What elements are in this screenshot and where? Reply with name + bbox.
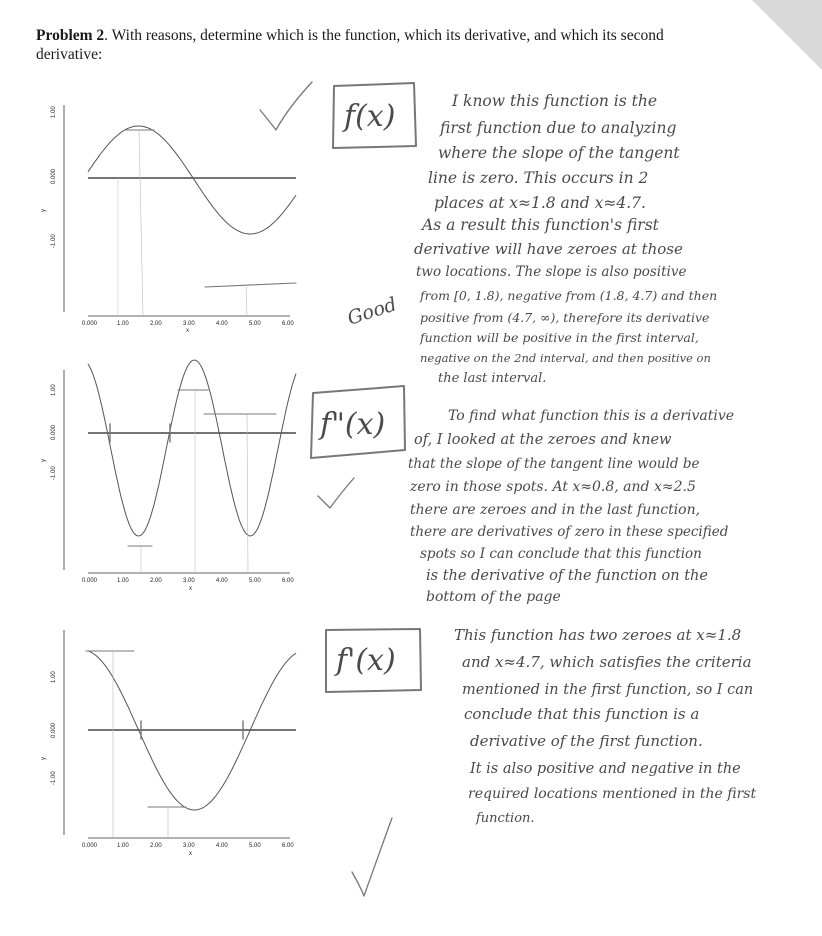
plot-3-ylabel: y	[41, 757, 47, 760]
checkmark-3-icon	[352, 818, 392, 896]
answer-1-line: negative on the 2nd interval, and then positive on	[420, 351, 711, 365]
answer-1-line: positive from (4.7, ∞), therefore its derivative	[420, 310, 710, 325]
answer-3-line: mentioned in the first function, so I can	[462, 682, 754, 698]
plot-2-xtick: 2.00	[150, 578, 162, 584]
plot-1-xtick: 5.00	[249, 321, 261, 327]
plot-3-xtick: 1.00	[117, 843, 129, 849]
plot-3-xtick: 5.00	[249, 843, 261, 849]
answer-2-line: of, I looked at the zeroes and knew	[414, 432, 672, 448]
answer-2-line: there are derivatives of zero in these specified	[410, 524, 729, 540]
plot-1-xtick: 0.000	[82, 321, 98, 327]
plot-3-xticks	[82, 843, 294, 849]
plot-3-xtick: 2.00	[150, 843, 162, 849]
plot-3-ytick: 1.00	[51, 671, 57, 683]
plot-2-curve	[88, 360, 296, 536]
plot-1-tangent-min	[205, 283, 296, 287]
plot-1-curve	[88, 126, 296, 234]
label-box-3	[326, 629, 421, 692]
answer-1	[414, 92, 717, 386]
answer-3-line: This function has two zeroes at x≈1.8	[454, 626, 742, 644]
answer-3	[454, 626, 756, 826]
plot-3-xtick: 0.000	[82, 843, 98, 849]
answer-1-line: line is zero. This occurs in 2	[428, 169, 649, 187]
answer-3-line: required locations mentioned in the first	[468, 786, 757, 802]
plot-2-xtick: 0.000	[82, 578, 98, 584]
plot-2-xticks	[82, 578, 294, 584]
answer-1-line: derivative will have zeroes at those	[414, 240, 683, 258]
plot-1-xtick: 6.00	[282, 321, 294, 327]
answer-1-line: places at x≈1.8 and x≈4.7.	[434, 194, 646, 212]
plot-2	[41, 360, 296, 592]
plot-3-xtick: 6.00	[282, 843, 294, 849]
plot-2-xtick: 3.00	[183, 578, 195, 584]
answer-3-line: It is also positive and negative in the	[470, 761, 741, 777]
plot-3	[41, 630, 296, 857]
plot-1-ytick: -1.00	[51, 234, 57, 248]
plot-2-xlabel: x	[189, 586, 192, 592]
plot-2-ytick: 1.00	[51, 384, 57, 396]
plot-1-ytick: 0.000	[51, 168, 57, 184]
answer-2-line: bottom of the page	[426, 589, 561, 605]
checkmark-1-icon	[260, 82, 312, 130]
answer-1-line: where the slope of the tangent	[438, 144, 680, 162]
answer-2-line: is the derivative of the function on the	[426, 568, 708, 584]
grader-comment-good: Good	[344, 293, 400, 330]
answer-1-line: first function due to analyzing	[440, 119, 677, 137]
plot-1	[41, 105, 296, 334]
answer-1-line: the last interval.	[438, 371, 547, 386]
plot-2-xtick: 6.00	[282, 578, 294, 584]
answer-2-line: there are zeroes and in the last function,	[410, 502, 701, 518]
answer-1-line: from [0, 1.8), negative from (1.8, 4.7) and then	[420, 288, 718, 303]
plot-1-ylabel: y	[41, 209, 47, 212]
answer-1-line: As a result this function's first	[422, 216, 659, 234]
plot-2-xtick: 5.00	[249, 578, 261, 584]
answer-2-line: zero in those spots. At x≈0.8, and x≈2.5	[410, 479, 696, 495]
plot-1-xtick: 4.00	[216, 321, 228, 327]
plot-1-guide-line	[139, 130, 143, 316]
answer-2-line: spots so I can conclude that this function	[420, 546, 702, 562]
label-box-3-text: f'(x)	[336, 643, 396, 678]
answer-2-line: To find what function this is a derivative	[448, 408, 735, 424]
answer-1-line: I know this function is the	[452, 92, 658, 110]
plot-3-xtick: 4.00	[216, 843, 228, 849]
plot-2-ytick: -1.00	[51, 466, 57, 480]
plot-2-guide-line	[247, 414, 248, 573]
answer-3-line: conclude that this function is a	[464, 705, 700, 723]
plot-3-xlabel: x	[189, 851, 192, 857]
plot-2-xtick: 1.00	[117, 578, 129, 584]
answer-1-line: function will be positive in the first interval,	[420, 330, 699, 345]
plot-2-ylabel: y	[41, 459, 47, 462]
plot-2-xtick: 4.00	[216, 578, 228, 584]
plot-1-xlabel: x	[186, 328, 189, 334]
plot-1-guide-line	[246, 287, 247, 316]
plot-2-ytick: 0.000	[51, 424, 57, 440]
problem-number: Problem 2	[36, 27, 105, 44]
label-box-2-text: f"(x)	[320, 407, 386, 442]
plot-3-ytick: 0.000	[51, 722, 57, 738]
answer-3-line: derivative of the first function.	[470, 732, 703, 750]
answer-2-line: that the slope of the tangent line would be	[408, 456, 700, 472]
plot-3-xtick: 3.00	[183, 843, 195, 849]
plot-3-ytick: -1.00	[51, 771, 57, 785]
label-box-2	[311, 386, 405, 458]
plot-1-xticks	[82, 321, 294, 327]
answer-1-line: two locations. The slope is also positive	[416, 264, 687, 280]
plot-1-ytick: 1.00	[51, 106, 57, 118]
problem-text: . With reasons, determine which is the function, which its derivative, and which its second derivative:	[36, 27, 664, 63]
plot-1-xtick: 1.00	[117, 321, 129, 327]
label-box-1-text: f(x)	[344, 99, 396, 134]
answer-3-line: and x≈4.7, which satisfies the criteria	[462, 653, 752, 671]
answer-2	[408, 408, 734, 605]
plot-1-xtick: 3.00	[183, 321, 195, 327]
label-box-1	[333, 83, 416, 148]
plot-1-xtick: 2.00	[150, 321, 162, 327]
answer-3-line: function.	[476, 811, 535, 826]
checkmark-2-icon	[318, 478, 354, 508]
